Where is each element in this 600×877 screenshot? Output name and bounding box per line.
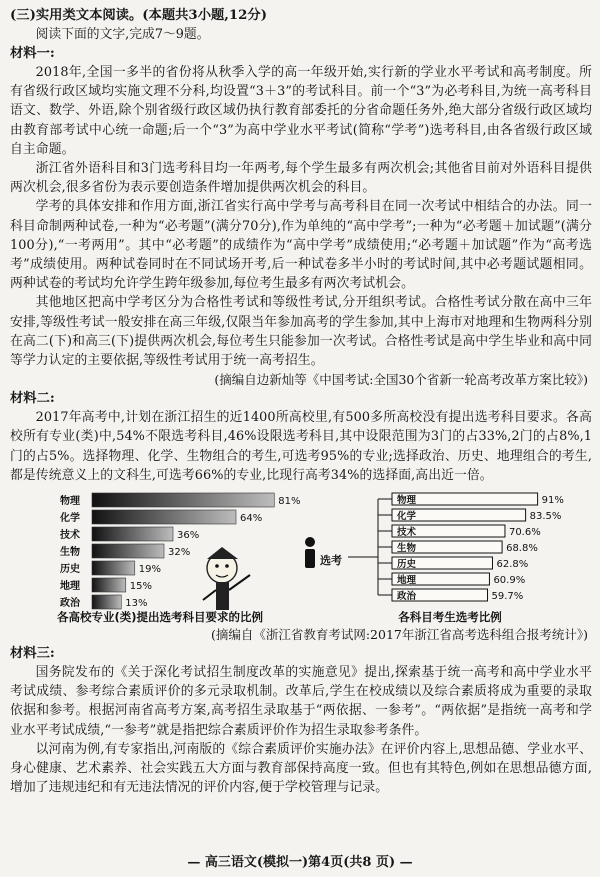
bar-value-0: 91%	[541, 495, 564, 507]
bar-value-4: 19%	[138, 564, 161, 576]
bar-value-4: 62.8%	[496, 559, 529, 571]
bar-label-6: 政治	[397, 591, 417, 603]
material1-label: 材料一:	[10, 46, 55, 61]
material1-paragraph-2: 浙江省外语科目和3门选考科目均一年两考,每个学生最多有两次机会;其他省目前对外语科目提供两次机会,很多省份为表示要创造条件增加提供两次机会的科目。	[10, 161, 592, 196]
section-heading: (三)实用类文本阅读。(本题共3小题,12分)	[10, 8, 268, 23]
bar-label-6: 政治	[60, 598, 80, 610]
bar-label-3: 生物	[60, 547, 80, 559]
bar-label-3: 生物	[397, 543, 417, 555]
material1-paragraph-4: 其他地区把高中学考区分为合格性考试和等级性考试,分开组织考试。合格性考试分散在高中三年安排,等级性考试一般安排在高三年级,仅限当年参加高考的学生参加,其中上海市对地理和生物两科分别在高二(下)和高三(下)提供两次机会,每位考生只能参加一次考试。合格性考试是高中学生毕业和高中同等学力认定的主要依据,等级性考试用于统一高考招生。	[10, 295, 592, 369]
material1-source: (摘编自边新灿等《中国考试:全国30个省新一轮高考改革方案比较》)	[214, 372, 588, 388]
material2-label: 材料二:	[10, 391, 55, 407]
bar-value-6: 13%	[125, 598, 148, 610]
charts-area	[10, 487, 592, 625]
bar-2	[92, 527, 173, 541]
bar-value-3: 32%	[168, 547, 191, 559]
bar-value-1: 83.5%	[529, 511, 562, 523]
teacher-illustration	[203, 547, 250, 610]
bar-6	[92, 595, 121, 609]
bar-value-6: 59.7%	[491, 591, 524, 603]
bar-label-1: 化学	[397, 511, 417, 523]
material2-source: (摘编自《浙江省教育考试网:2017年浙江省高考选科组合报考统计》)	[210, 627, 588, 643]
bar-label-0: 物理	[397, 495, 417, 507]
bar-0	[92, 493, 274, 507]
bar-label-0: 物理	[60, 496, 80, 508]
person-icon	[305, 537, 315, 568]
chart-student-selection	[300, 487, 592, 625]
bar-value-5: 60.9%	[493, 575, 526, 587]
chart-major-requirements	[10, 487, 300, 625]
center-label: 选考	[320, 554, 342, 568]
material1-paragraph-1: 2018年,全国一多半的省份将从秋季入学的高一年级开始,实行新的学业水平考试和高考制度。所有省级行政区域均实施文理不分科,均设置“3＋3”的考试科目。前一个“3”为必考科目,为统一高考科目语文、数学、外语,除个别省级行政区域仍执行教育部委托的分省命题任务外,绝大部分省级行政区域均由教育部考试中心统一命题;后一个“3”为高中学业水平考试(简称“学考”)选考科目,由各省级行政区域自主命题。	[10, 65, 592, 157]
chart-title: 各科目考生选考比例	[398, 610, 502, 625]
bar-label-2: 技术	[60, 530, 80, 542]
material2-paragraph-1: 2017年高考中,计划在浙江招生的近1400所高校里,有500多所高校没有提出选考科目要求。各高校所有专业(类)中,54%不限选考科目,46%设限选考科目,其中设限范围为3门的占33%,2门的占8%,1门的占5%。选择物理、化学、生物组合的考生,可选考95%的专业;选择政治、历史、地理组合的考生,都是传统意义上的文科生,可选考66%的专业,比现行高考34%的选择面,高出近一倍。	[10, 410, 592, 483]
instruction: 阅读下面的文字,完成7～9题。	[35, 27, 210, 42]
bar-value-0: 81%	[278, 496, 300, 508]
bar-value-5: 15%	[129, 581, 152, 593]
material3-paragraph-2: 以河南为例,有专家指出,河南版的《综合素质评价实施办法》在评价内容上,思想品德、学业水平、身心健康、艺术素养、社会实践五大方面与教育部保持高度一致。但也有其特色,例如在思想品德方面,增加了违规违纪和有无违法情况的评价内容,便于学校管理与记录。	[10, 741, 592, 796]
bar-3	[92, 544, 164, 558]
bar-label-4: 历史	[397, 559, 417, 571]
bar-value-3: 68.8%	[506, 543, 538, 555]
bar-value-1: 64%	[240, 513, 263, 525]
bar-label-1: 化学	[60, 513, 80, 525]
page-footer: — 高三语文(模拟一)第4页(共8 页) —	[187, 855, 413, 870]
bar-label-5: 地理	[397, 575, 417, 587]
bar-label-5: 地理	[60, 581, 80, 593]
material1-paragraph-3: 学考的具体安排和作用方面,浙江省实行高中学考与高考科目在同一次考试中相结合的办法。同一科目命制两种试卷,一种为“必考题”(满分70分),作为单纯的“高中学考”;一种为“必考题＋加试题”(满分100分),“一考两用”。其中“必考题”的成绩作为“高中学考”成绩使用;“必考题＋加试题”作为“高考选考”成绩使用。两种试卷同时在不同试场开考,后一种试卷多半小时的考试时间,其中必考题试题相同。两种试卷的考试均允许学生跨年级参加,每位考生最多有两次考试机会。	[10, 199, 592, 292]
page-content	[10, 6, 592, 797]
bar-label-4: 历史	[60, 564, 80, 576]
bar-1	[92, 510, 236, 524]
material3-paragraph-1: 国务院发布的《关于深化考试招生制度改革的实施意见》提出,探索基于统一高考和高中学业水平考试成绩、参考综合素质评价的多元录取机制。改革后,学生在校成绩以及综合素质将成为重要的录取依据和参考。根据河南省高考方案,高考招生录取基于“两依据、一参考”。“两依据”是指统一高考和学业水平考试成绩,“一参考”就是指把综合素质评价作为招生录取参考条件。	[10, 665, 592, 738]
chart-title: 各高校专业(类)提出选考科目要求的比例	[56, 610, 264, 625]
bar-5	[92, 578, 126, 592]
material3-label: 材料三:	[10, 646, 55, 662]
bar-value-2: 36%	[177, 530, 200, 542]
bar-label-2: 技术	[397, 527, 417, 539]
bar-value-2: 70.6%	[508, 527, 541, 539]
bar-4	[92, 561, 135, 575]
